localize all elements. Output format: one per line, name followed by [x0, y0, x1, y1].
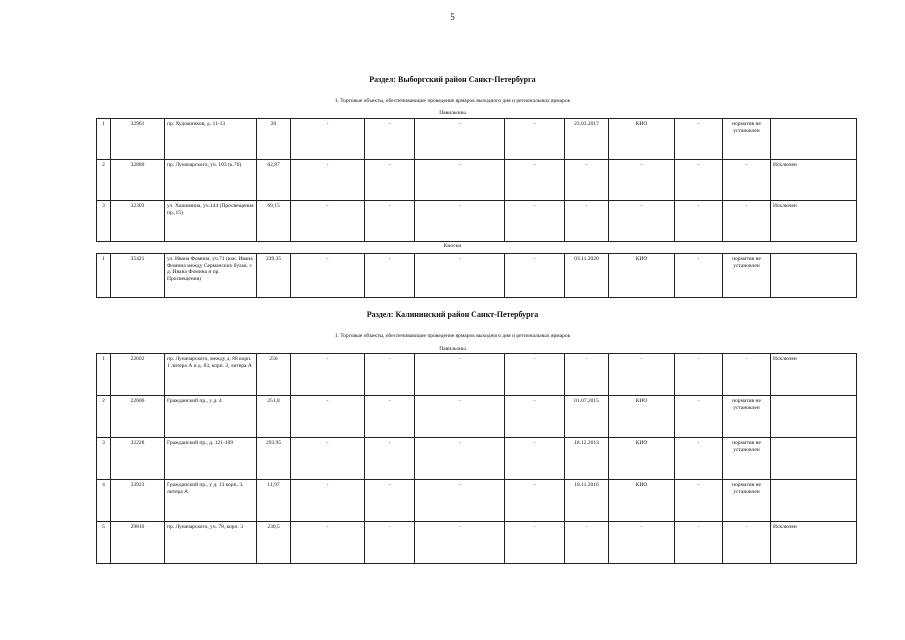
table-kiosks-vyborg — [96, 253, 857, 298]
table-cell: - — [365, 354, 415, 396]
table-cell: - — [291, 254, 365, 298]
table-cell: - — [505, 201, 565, 242]
table-cell: - — [505, 254, 565, 298]
table-cell: - — [675, 522, 723, 564]
table-cell: - — [291, 354, 365, 396]
table-cell: - — [609, 201, 675, 242]
table-cell: - — [609, 160, 675, 201]
table-cell: - — [565, 522, 609, 564]
table-cell: Исключен — [771, 522, 857, 564]
table-cell: 35421 — [111, 254, 165, 298]
table-row — [97, 480, 857, 522]
table-cell: - — [365, 254, 415, 298]
table-cell: 03.11.2020 — [565, 254, 609, 298]
table-cell: норматив не установлен — [723, 480, 771, 522]
table-cell: - — [609, 522, 675, 564]
table-cell: 29810 — [111, 522, 165, 564]
table-cell: - — [291, 160, 365, 201]
table-cell: 32961 — [111, 119, 165, 160]
group-label: Павильоны — [439, 110, 466, 116]
table-cell: норматив не установлен — [723, 119, 771, 160]
table-cell: Гражданский пр., у д. 13 корп. 3, литера А — [165, 480, 257, 522]
table-row — [97, 522, 857, 564]
table-cell: 20 — [257, 119, 291, 160]
table-row — [97, 396, 857, 438]
table-cell: 4 — [97, 480, 111, 522]
table-cell: 5 — [97, 522, 111, 564]
table-cell: - — [415, 254, 505, 298]
table-cell: - — [675, 201, 723, 242]
table-row — [97, 201, 857, 242]
table-cell: 251,8 — [257, 396, 291, 438]
table-cell: 1 — [97, 119, 111, 160]
table-cell: - — [365, 396, 415, 438]
table-pavilions-vyborg — [96, 118, 857, 242]
table-cell: 3 — [97, 438, 111, 480]
table-cell: - — [415, 354, 505, 396]
table-cell: - — [365, 160, 415, 201]
table-cell: - — [505, 160, 565, 201]
table-cell: - — [365, 480, 415, 522]
table-cell: 230,5 — [257, 522, 291, 564]
table-cell: 2 — [97, 396, 111, 438]
table-cell: 01.07.2015 — [565, 396, 609, 438]
table-cell: - — [723, 522, 771, 564]
table-cell: КИО — [609, 480, 675, 522]
table-cell: пр. Луначарского, уч. 78, корп. 3 — [165, 522, 257, 564]
table-cell: - — [675, 354, 723, 396]
table-cell: 33923 — [111, 480, 165, 522]
table-cell: - — [415, 522, 505, 564]
table-row — [97, 254, 857, 298]
table-cell: - — [505, 438, 565, 480]
table-cell — [771, 119, 857, 160]
table-cell: 11,97 — [257, 480, 291, 522]
table-cell — [771, 438, 857, 480]
table-cell: КИО — [609, 396, 675, 438]
table-cell: 32880 — [111, 160, 165, 201]
table-cell: пр. Луначарского, уч. 103 (к.76) — [165, 160, 257, 201]
table-row — [97, 119, 857, 160]
table-cell: - — [675, 119, 723, 160]
table-cell: - — [723, 160, 771, 201]
table-cell: - — [565, 160, 609, 201]
table-cell: - — [675, 438, 723, 480]
table-cell: 69,15 — [257, 201, 291, 242]
table-cell: - — [723, 201, 771, 242]
table-cell: - — [505, 354, 565, 396]
table-cell: - — [415, 201, 505, 242]
table-cell: - — [415, 160, 505, 201]
table-cell: пр. Луначарского, между д. 88 корп. 1 литера А и д. 83, корп. 3, литера А — [165, 354, 257, 396]
table-cell: 1 — [97, 354, 111, 396]
table-cell: - — [415, 119, 505, 160]
table-cell — [771, 396, 857, 438]
table-cell: 62,87 — [257, 160, 291, 201]
table-cell: норматив не установлен — [723, 396, 771, 438]
table-cell: - — [565, 201, 609, 242]
table-cell: - — [505, 396, 565, 438]
table-cell: КИО — [609, 254, 675, 298]
table-cell: - — [291, 396, 365, 438]
table-cell: Гражданский пр., д. 121-109 — [165, 438, 257, 480]
table-cell: 3 — [97, 201, 111, 242]
table-cell: 1 — [97, 254, 111, 298]
table-cell: - — [505, 480, 565, 522]
table-cell: - — [675, 480, 723, 522]
section-title: Раздел: Выборгский район Санкт-Петербурга — [369, 75, 536, 84]
table-cell: пр. Художников, д. 11-13 — [165, 119, 257, 160]
table-cell — [771, 480, 857, 522]
rows-s1g0 — [97, 354, 857, 564]
table-cell: - — [365, 119, 415, 160]
table-cell: - — [415, 480, 505, 522]
table-cell: - — [723, 354, 771, 396]
table-cell: Исключен — [771, 354, 857, 396]
table-cell: Гражданский пр., у д. 4 — [165, 396, 257, 438]
table-cell: 22606 — [111, 396, 165, 438]
group-label: Киоски — [443, 243, 462, 249]
table-cell: 22602 — [111, 354, 165, 396]
table-cell: Исключен — [771, 160, 857, 201]
table-pavilions-kalinin — [96, 353, 857, 564]
table-cell: норматив не установлен — [723, 438, 771, 480]
table-cell: - — [291, 119, 365, 160]
table-cell: - — [291, 480, 365, 522]
table-cell: 293,95 — [257, 438, 291, 480]
table-cell: 32303 — [111, 201, 165, 242]
table-row — [97, 438, 857, 480]
table-cell: - — [675, 160, 723, 201]
page-number: 5 — [450, 12, 455, 22]
table-cell: - — [365, 522, 415, 564]
table-cell: - — [675, 396, 723, 438]
table-cell: ул. Ивана Фомина, уч.71 (юж. Ивана Фомина между Серманских бульв. з д. Ивана Фомина и пр. Просвещения) — [165, 254, 257, 298]
table-cell: 23.03.2017 — [565, 119, 609, 160]
section-caption: 1. Торговые объекты, обеспечивающие проведение ярмарок выходного дня и региональных ярмарок — [334, 333, 571, 339]
table-cell: - — [415, 396, 505, 438]
table-cell: - — [291, 201, 365, 242]
table-cell: - — [505, 119, 565, 160]
table-cell: 18.11.2016 — [565, 480, 609, 522]
table-row — [97, 354, 857, 396]
section-caption: 1. Торговые объекты, обеспечивающие проведение ярмарок выходного дня и региональных ярмарок — [334, 98, 571, 104]
table-cell: - — [415, 438, 505, 480]
table-cell — [771, 254, 857, 298]
table-cell: норматив не установлен — [723, 254, 771, 298]
table-cell: 2 — [97, 160, 111, 201]
table-cell: - — [291, 522, 365, 564]
table-cell: - — [505, 522, 565, 564]
table-row — [97, 160, 857, 201]
table-cell: - — [609, 354, 675, 396]
section-title: Раздел: Калининский район Санкт-Петербурга — [366, 310, 539, 319]
table-cell: - — [565, 354, 609, 396]
table-cell: - — [291, 438, 365, 480]
group-label: Павильоны — [439, 346, 466, 352]
table-cell: 250 — [257, 354, 291, 396]
table-cell: - — [675, 254, 723, 298]
table-cell: Исключен — [771, 201, 857, 242]
rows-s0g1 — [97, 254, 857, 298]
table-cell: 32228 — [111, 438, 165, 480]
table-cell: ул. Хошимина, уч.144 (Просвещения пр.,15) — [165, 201, 257, 242]
table-cell: 239,35 — [257, 254, 291, 298]
table-cell: 18.12.2013 — [565, 438, 609, 480]
table-cell: КИО — [609, 438, 675, 480]
table-cell: - — [365, 438, 415, 480]
rows-s0g0 — [97, 119, 857, 242]
table-cell: КИО — [609, 119, 675, 160]
table-cell: - — [365, 201, 415, 242]
